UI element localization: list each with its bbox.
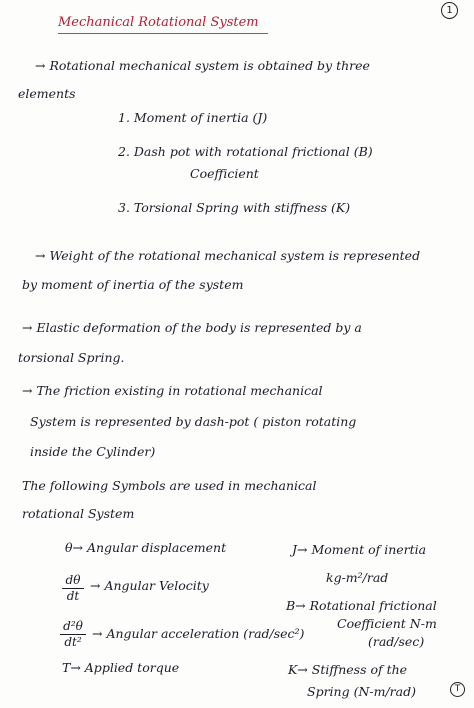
element-item-1: 1. Moment of inertia (J) xyxy=(118,110,268,125)
symbol-j-line-1: J→ Moment of inertia xyxy=(292,542,427,557)
page-title: Mechanical Rotational System xyxy=(58,15,259,30)
elastic-line-2: torsional Spring. xyxy=(18,350,125,365)
element-item-3: 3. Torsional Spring with stiffness (K) xyxy=(118,200,351,215)
friction-line-2: System is represented by dash-pot ( piston rotating xyxy=(30,414,357,429)
acceleration-denominator: dt² xyxy=(64,635,82,649)
page-number-badge: 1 xyxy=(441,2,458,19)
symbol-b-line-3: (rad/sec) xyxy=(368,634,425,649)
velocity-numerator: dθ xyxy=(65,573,81,587)
velocity-fraction xyxy=(62,574,84,603)
acceleration-numerator: d²θ xyxy=(63,619,83,633)
symbol-b-line-1: B→ Rotational frictional xyxy=(286,598,437,613)
friction-line-1: → The friction existing in rotational mechanical xyxy=(22,383,323,398)
symbol-torque: T→ Applied torque xyxy=(62,660,180,675)
symbols-intro-line-2: rotational System xyxy=(22,506,135,521)
friction-line-3: inside the Cylinder) xyxy=(30,444,156,459)
intro-line-2: elements xyxy=(18,86,76,101)
symbol-k-line-2: Spring (N-m/rad) xyxy=(307,684,416,699)
title-underline xyxy=(58,33,268,34)
elastic-line-1: → Elastic deformation of the body is represented by a xyxy=(22,320,362,335)
weight-line-1: → Weight of the rotational mechanical system is represented xyxy=(35,248,421,263)
symbol-j-line-2: kg-m²/rad xyxy=(326,570,389,585)
symbols-intro-line-1: The following Symbols are used in mechanical xyxy=(22,478,317,493)
symbol-velocity: → Angular Velocity xyxy=(90,578,209,593)
weight-line-2: by moment of inertia of the system xyxy=(22,277,244,292)
symbol-theta: θ→ Angular displacement xyxy=(65,540,227,555)
symbol-b-line-2: Coefficient N-m xyxy=(337,616,437,631)
intro-line-1: → Rotational mechanical system is obtained by three xyxy=(35,58,370,73)
acceleration-fraction xyxy=(60,620,86,649)
element-item-2: 2. Dash pot with rotational frictional (B) xyxy=(118,144,373,159)
symbol-k-line-1: K→ Stiffness of the xyxy=(288,662,408,677)
velocity-denominator: dt xyxy=(66,589,80,603)
element-item-2-continuation: Coefficient xyxy=(190,166,259,181)
symbol-acceleration: → Angular acceleration (rad/sec²) xyxy=(92,626,305,641)
corner-circled-mark: T xyxy=(450,682,465,697)
